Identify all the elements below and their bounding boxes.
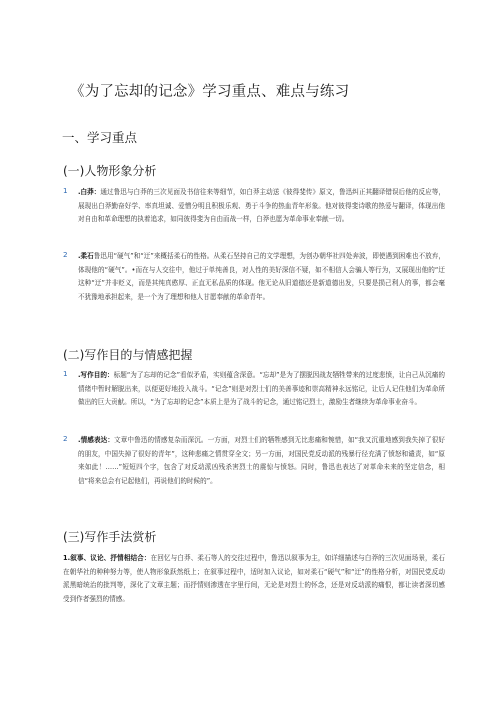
item-text: 文章中鲁迅的情感复杂而深沉。一方面，对烈士们的牺牲感到无比悲痛和惋惜，如“我又沉重地感到我失掉了很好的朋友，中国失掉了很好的青年”，这种悲痛之情贯穿全文；另一方面，对国民党反动派的残暴行径充满了愤怒和谴责，如“原来如此！……”短短四个字，包含了对反动派凶残杀害烈士的震惊与愤怒。同时，鲁迅也表达了对革命未来的坚定信念，相信“将来总会有记起他们，再说他们的时候的”。 xyxy=(78,436,445,485)
item-body xyxy=(63,552,445,606)
item-lead: .情感表达： xyxy=(78,436,115,444)
item-body xyxy=(78,434,445,488)
document-title: 《为了忘却的记念》学习重点、难点与练习 xyxy=(70,84,350,100)
item-lead: 1.叙事、议论、抒情相结合： xyxy=(63,554,151,562)
item-lead: .写作目的： xyxy=(78,371,114,379)
item-text: 通过鲁迅与白莽的三次见面及书信往来等细节，如白莽主动送《彼得斐传》原文，鲁迅纠正其翻译错误后他的反应等，展现出白莽勤奋好学、率真坦诚、爱憎分明且积极乐观、勇于斗争的热血青年形象。他对彼得斐诗歌的热爱与翻译，体现出他对自由和革命理想的执着追求，如同彼得斐为自由而战一样，白莽也愿为革命事业奉献一切。 xyxy=(78,188,445,224)
item-number: 2 xyxy=(63,434,68,443)
subsection-heading-character: (一)人物形象分析 xyxy=(63,164,157,178)
item-number: 2 xyxy=(63,250,68,259)
item-lead: .白莽： xyxy=(78,188,101,196)
item-body xyxy=(78,250,445,304)
item-number: 1 xyxy=(63,186,68,195)
subsection-heading-technique: (三)写作手法赏析 xyxy=(63,530,157,544)
item-body xyxy=(78,369,445,410)
subsection-heading-purpose: (二)写作目的与情感把握 xyxy=(63,348,193,362)
item-text: 鲁迅用“硬气”和“迂”来概括柔石的性格。从柔石坚持自己的文学理想，为创办朝华社四处奔波，即使遇到困难也不放弃，体现他的“硬气”。•而在与人交往中，他过于单纯善良，对人性的美好深信不疑，如不相信人会骗人等行为，又展现出他的“迂这种“迂”并非贬义，而是其纯真憨厚、正直无私品质的体现。他无论从旧道德还是新道德出发，只要是损己利人的事，都会毫不犹豫地承担起来，是一个为了理想和他人甘愿奉献的革命青年。 xyxy=(78,252,445,301)
item-text: 在回忆与白莽、柔石等人的交往过程中，鲁迅以叙事为主，如详细描述与白莽的三次见面场景，柔石在朝华社的种种努力等，使人物形象跃然纸上；在叙事过程中，适时加入议论，如对柔石“硬气”和“迂”的性格分析，对国民党反动派黑暗统治的批判等，深化了文章主题；而抒情则渗透在字里行间，无论是对烈士的怀念，还是对反动派的痛恨，都让读者深切感受到作者强烈的情感。 xyxy=(63,554,445,603)
item-text: 标题“为了忘却的记念”看似矛盾，实则蕴含深意。“忘却”是为了摆脱因战友牺牲带来的过度悲愤，让自己从沉痛的情绪中暂时解脱出来，以便更好地投入战斗。“记念”则是对烈士们的美善事迹和崇高精神永远铭记，让后人记住他们为革命所做出的巨大贡献。所以，“为了忘却的记念”本质上是为了战斗的记念，通过铭记烈士，激励生者继续为革命事业奋斗。 xyxy=(78,371,445,407)
item-lead: .柔石 xyxy=(78,252,94,260)
item-number: 1 xyxy=(63,369,68,378)
item-body xyxy=(78,186,445,227)
section-heading-key-points: 一、学习重点 xyxy=(62,130,138,145)
